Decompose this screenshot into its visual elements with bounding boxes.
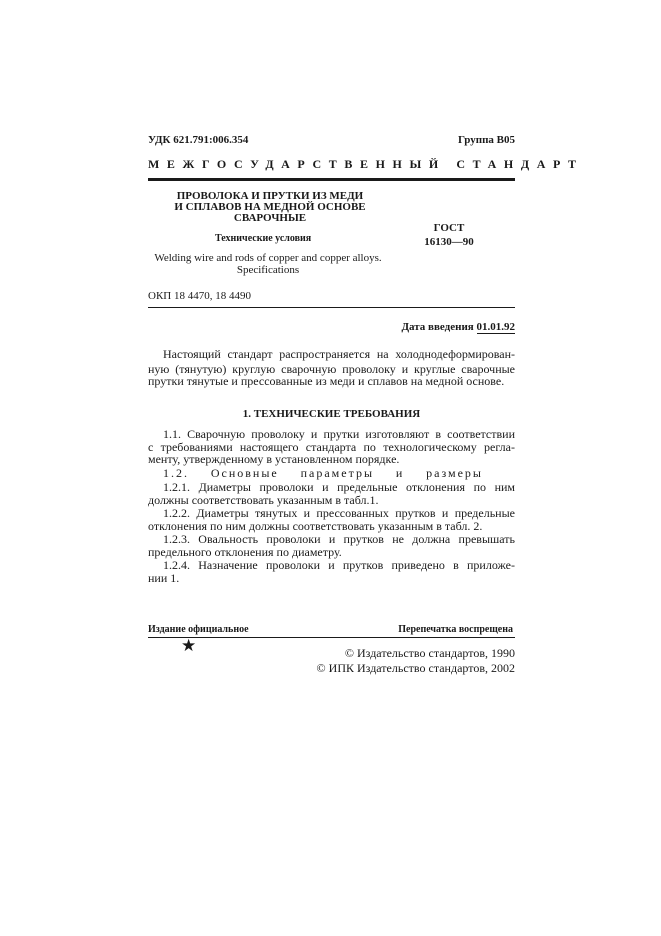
header-rule xyxy=(148,178,515,181)
clause-1-2-3-line-2: предельного отклонения по диаметру. xyxy=(148,545,342,559)
okp-code: ОКП 18 4470, 18 4490 xyxy=(148,290,251,302)
gost-block xyxy=(416,221,482,249)
clause-1-1-line-3: менту, утвержденному в установленном порядке. xyxy=(148,452,400,466)
footer-rule xyxy=(148,637,515,638)
clause-1-2-2-line-2: отклонения по ним должны соответствовать указанным в табл. 2. xyxy=(148,519,483,533)
title-line-3: СВАРОЧНЫЕ xyxy=(233,212,307,224)
document-title xyxy=(170,191,370,224)
clause-1-1-line-1: 1.1. Сварочную проволоку и прутки изготовляют в соответствии xyxy=(163,427,515,441)
clause-1-2-4-line-2: нии 1. xyxy=(148,571,180,585)
clause-1-2-1-line-1: 1.2.1. Диаметры проволоки и предельные отклонения по ним xyxy=(163,480,515,494)
introduction-date-value: 01.01.92 xyxy=(476,321,515,333)
okp-rule xyxy=(148,307,515,308)
english-title-line-2: Specifications xyxy=(236,264,300,276)
english-title xyxy=(150,252,386,276)
section-heading: 1. ТЕХНИЧЕСКИЕ ТРЕБОВАНИЯ xyxy=(242,408,421,420)
clause-1-2-3-line-1: 1.2.3. Овальность проволоки и прутков не должна превышать xyxy=(163,532,515,546)
introduction-date xyxy=(401,321,515,333)
copyright-2002: © ИПК Издательство стандартов, 2002 xyxy=(316,661,515,675)
introduction-date-label: Дата введения xyxy=(401,321,474,333)
clause-1-2-4-line-1: 1.2.4. Назначение проволоки и прутков приведено в приложе- xyxy=(163,558,515,572)
clause-1-2: 1.2. Основные параметры и размеры xyxy=(163,466,483,480)
intro-line-2: ную (тянутую) круглую сварочную проволоку и круглые сварочные xyxy=(148,362,515,376)
interstate-standard-banner: МЕЖГОСУДАРСТВЕННЫЙ СТАНДАРТ xyxy=(148,157,584,171)
udk-code: УДК 621.791:006.354 xyxy=(148,134,249,146)
gost-number: 16130—90 xyxy=(424,236,474,248)
intro-line-3: прутки тянутые и прессованные из меди и сплавов на медной основе. xyxy=(148,374,505,388)
title-line-1: ПРОВОЛОКА И ПРУТКИ ИЗ МЕДИ xyxy=(176,190,364,202)
clause-1-1-line-2: с требованиями настоящего стандарта по технологическому регла- xyxy=(148,440,515,454)
intro-line-1: Настоящий стандарт распространяется на холоднодеформирован- xyxy=(163,347,515,361)
official-edition-note: Издание официальное xyxy=(148,624,249,635)
gost-label: ГОСТ xyxy=(433,222,465,234)
star-icon: ★ xyxy=(181,636,197,655)
group-code: Группа В05 xyxy=(457,134,515,146)
copyright-1990: © Издательство стандартов, 1990 xyxy=(344,646,515,660)
clause-1-2-1-line-2: должны соответствовать указанным в табл.1. xyxy=(148,493,379,507)
document-subtitle: Технические условия xyxy=(215,233,312,244)
title-line-2: И СПЛАВОВ НА МЕДНОЙ ОСНОВЕ xyxy=(174,201,366,213)
clause-1-2-2-line-1: 1.2.2. Диаметры тянутых и прессованных прутков и предельные xyxy=(163,506,515,520)
reprint-prohibited-note: Перепечатка воспрещена xyxy=(398,624,513,635)
english-title-line-1: Welding wire and rods of copper and copper alloys. xyxy=(154,252,382,264)
